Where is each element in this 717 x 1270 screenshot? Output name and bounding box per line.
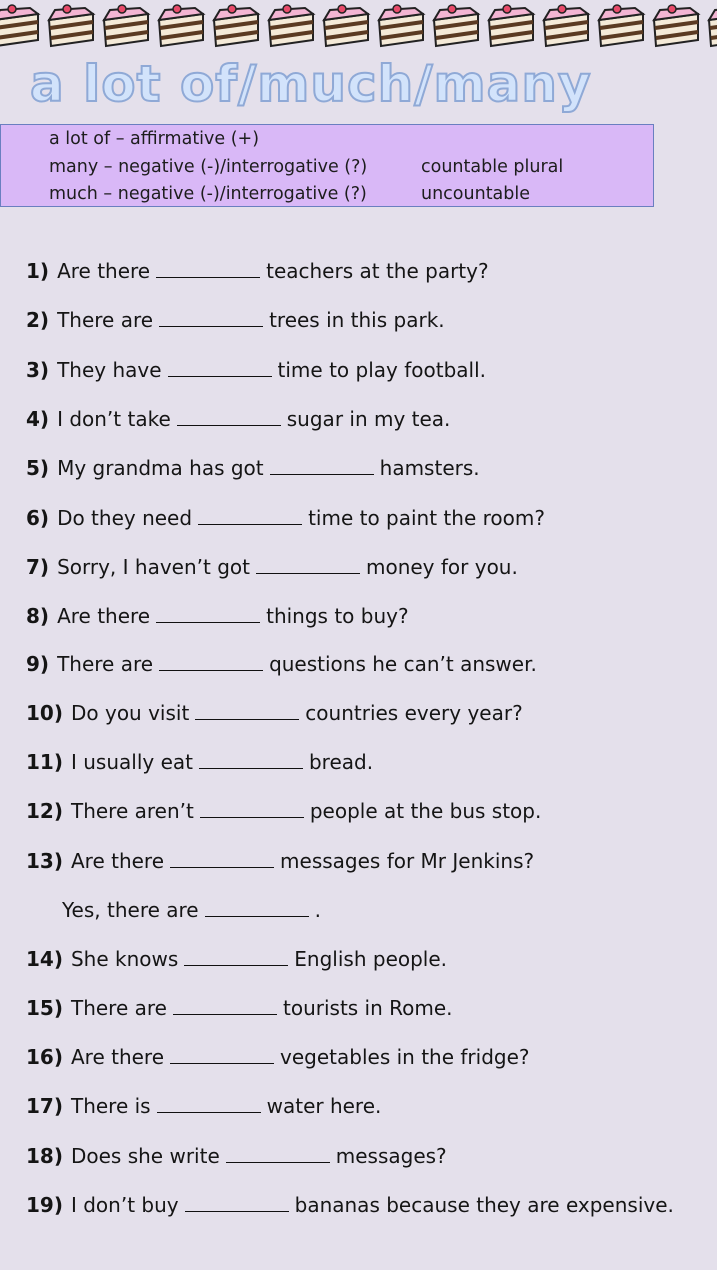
exercise-item [26, 1093, 381, 1119]
exercise-text-before: There are [70, 996, 167, 1020]
exercise-text-after: water here. [266, 1094, 382, 1118]
exercise-number: 8) [26, 604, 50, 628]
cake-slice-icon [0, 0, 42, 52]
cake-slice-icon [320, 0, 372, 52]
exercise-text-after: messages? [335, 1144, 447, 1168]
answer-blank[interactable] [184, 951, 288, 966]
exercise-text-after: questions he can’t answer. [269, 652, 537, 676]
exercise-number: 12) [26, 799, 63, 823]
exercise-text-before: Are there [57, 604, 151, 628]
exercise-number: 14) [26, 947, 63, 971]
answer-blank[interactable] [159, 656, 263, 671]
exercise-text-after: tourists in Rome. [282, 996, 453, 1020]
exercise-text-before: I usually eat [70, 750, 193, 774]
exercise-item [26, 406, 450, 432]
answer-blank[interactable] [170, 853, 274, 868]
exercise-text-after: bread. [308, 750, 374, 774]
exercise-number: 17) [26, 1094, 63, 1118]
exercise-item [26, 1044, 530, 1070]
cake-slice-icon [650, 0, 702, 52]
exercise-item [26, 307, 445, 333]
answer-blank[interactable] [256, 559, 360, 574]
rule-note-countable: countable plural [421, 157, 564, 177]
cake-slice-icon [430, 0, 482, 52]
exercise-item [26, 651, 537, 677]
answer-blank[interactable] [168, 362, 272, 377]
exercise-text-after: English people. [294, 947, 448, 971]
exercise-item [26, 603, 409, 629]
exercise-text-after: teachers at the party? [266, 259, 489, 283]
answer-blank[interactable] [199, 754, 303, 769]
cake-slice-icon [100, 0, 152, 52]
rule-note-uncountable: uncountable [421, 184, 531, 204]
cake-border [0, 0, 717, 60]
exercise-text-before: Are there [70, 849, 165, 873]
exercise-number: 3) [26, 358, 50, 382]
exercise-item [26, 1192, 674, 1218]
exercise-text-after: time to play football. [277, 358, 486, 382]
answer-blank[interactable] [157, 1098, 261, 1113]
exercise-item [26, 258, 489, 284]
exercise-number: 16) [26, 1045, 63, 1069]
exercise-text-before: Do you visit [70, 701, 190, 725]
exercise-number: 9) [26, 652, 50, 676]
exercise-number: 19) [26, 1193, 63, 1217]
answer-blank[interactable] [195, 705, 299, 720]
exercise-item [26, 505, 545, 531]
exercise-text-before: There is [70, 1094, 151, 1118]
exercise-text-before: There are [57, 652, 154, 676]
exercise-number: 15) [26, 996, 63, 1020]
exercise-text-after: people at the bus stop. [309, 799, 542, 823]
rules-box [0, 124, 654, 207]
exercise-text-before: She knows [70, 947, 179, 971]
answer-blank[interactable] [156, 263, 260, 278]
cake-slice-icon [540, 0, 592, 52]
answer-blank[interactable] [200, 803, 304, 818]
exercise-text-before: Sorry, I haven’t got [57, 555, 250, 579]
exercise-number: 10) [26, 701, 63, 725]
exercise-number: 4) [26, 407, 50, 431]
exercise-text-before: I don’t buy [70, 1193, 179, 1217]
exercise-item [26, 848, 534, 874]
cake-slice-icon [265, 0, 317, 52]
answer-blank[interactable] [205, 902, 309, 917]
cake-slice-icon [155, 0, 207, 52]
answer-blank[interactable] [170, 1049, 274, 1064]
exercise-number: 7) [26, 555, 50, 579]
exercise-text-before: Yes, there are [62, 898, 199, 922]
exercise-number: 6) [26, 506, 50, 530]
exercise-text-after: countries every year? [305, 701, 523, 725]
rule-line-a-lot-of: a lot of – affirmative (+) [49, 129, 260, 149]
exercise-text-after: time to paint the room? [308, 506, 545, 530]
exercise-text-before: There are [57, 308, 154, 332]
answer-blank[interactable] [198, 510, 302, 525]
cake-slice-icon [595, 0, 647, 52]
cake-slice-icon [45, 0, 97, 52]
exercise-text-after: sugar in my tea. [286, 407, 451, 431]
exercise-item [26, 554, 518, 580]
cake-slice-icon [485, 0, 537, 52]
exercise-text-after: trees in this park. [269, 308, 445, 332]
exercise-text-after: messages for Mr Jenkins? [280, 849, 535, 873]
cake-slice-icon [210, 0, 262, 52]
rule-line-much: much – negative (-)/interrogative (?) [49, 184, 367, 204]
exercise-text-after: vegetables in the fridge? [280, 1045, 530, 1069]
exercise-item [26, 798, 541, 824]
answer-blank[interactable] [156, 608, 260, 623]
answer-blank[interactable] [159, 312, 263, 327]
cake-slice-icon [375, 0, 427, 52]
exercise-number: 1) [26, 259, 50, 283]
exercise-item [26, 455, 480, 481]
exercise-text-after: . [314, 898, 321, 922]
exercise-text-after: money for you. [365, 555, 518, 579]
answer-blank[interactable] [177, 411, 281, 426]
exercise-text-before: Does she write [70, 1144, 220, 1168]
exercise-text-before: I don’t take [57, 407, 171, 431]
exercise-text-after: hamsters. [379, 456, 480, 480]
exercise-text-after: things to buy? [266, 604, 409, 628]
exercise-text-before: My grandma has got [57, 456, 264, 480]
exercise-text-before: There aren’t [70, 799, 194, 823]
exercise-text-after: bananas because they are expensive. [294, 1193, 674, 1217]
exercise-item [26, 1143, 447, 1169]
rule-line-many: many – negative (-)/interrogative (?) [49, 157, 368, 177]
page-title: a lot of/much/many [30, 55, 592, 113]
exercise-item [26, 357, 486, 383]
exercise-item [26, 749, 373, 775]
exercise-number: 2) [26, 308, 50, 332]
exercise-text-before: Are there [57, 259, 151, 283]
cake-slice-icon [705, 0, 717, 52]
exercise-text-before: Are there [70, 1045, 165, 1069]
answer-blank[interactable] [270, 460, 374, 475]
exercise-item [26, 700, 523, 726]
exercise-number: 13) [26, 849, 63, 873]
exercise-number: 5) [26, 456, 50, 480]
exercise-number: 18) [26, 1144, 63, 1168]
exercise-item [26, 946, 447, 972]
exercise-text-before: They have [57, 358, 162, 382]
answer-blank[interactable] [173, 1000, 277, 1015]
exercise-item [26, 995, 453, 1021]
answer-blank[interactable] [226, 1148, 330, 1163]
exercise-text-before: Do they need [57, 506, 193, 530]
exercise-item [62, 897, 321, 923]
answer-blank[interactable] [185, 1197, 289, 1212]
exercise-number: 11) [26, 750, 63, 774]
